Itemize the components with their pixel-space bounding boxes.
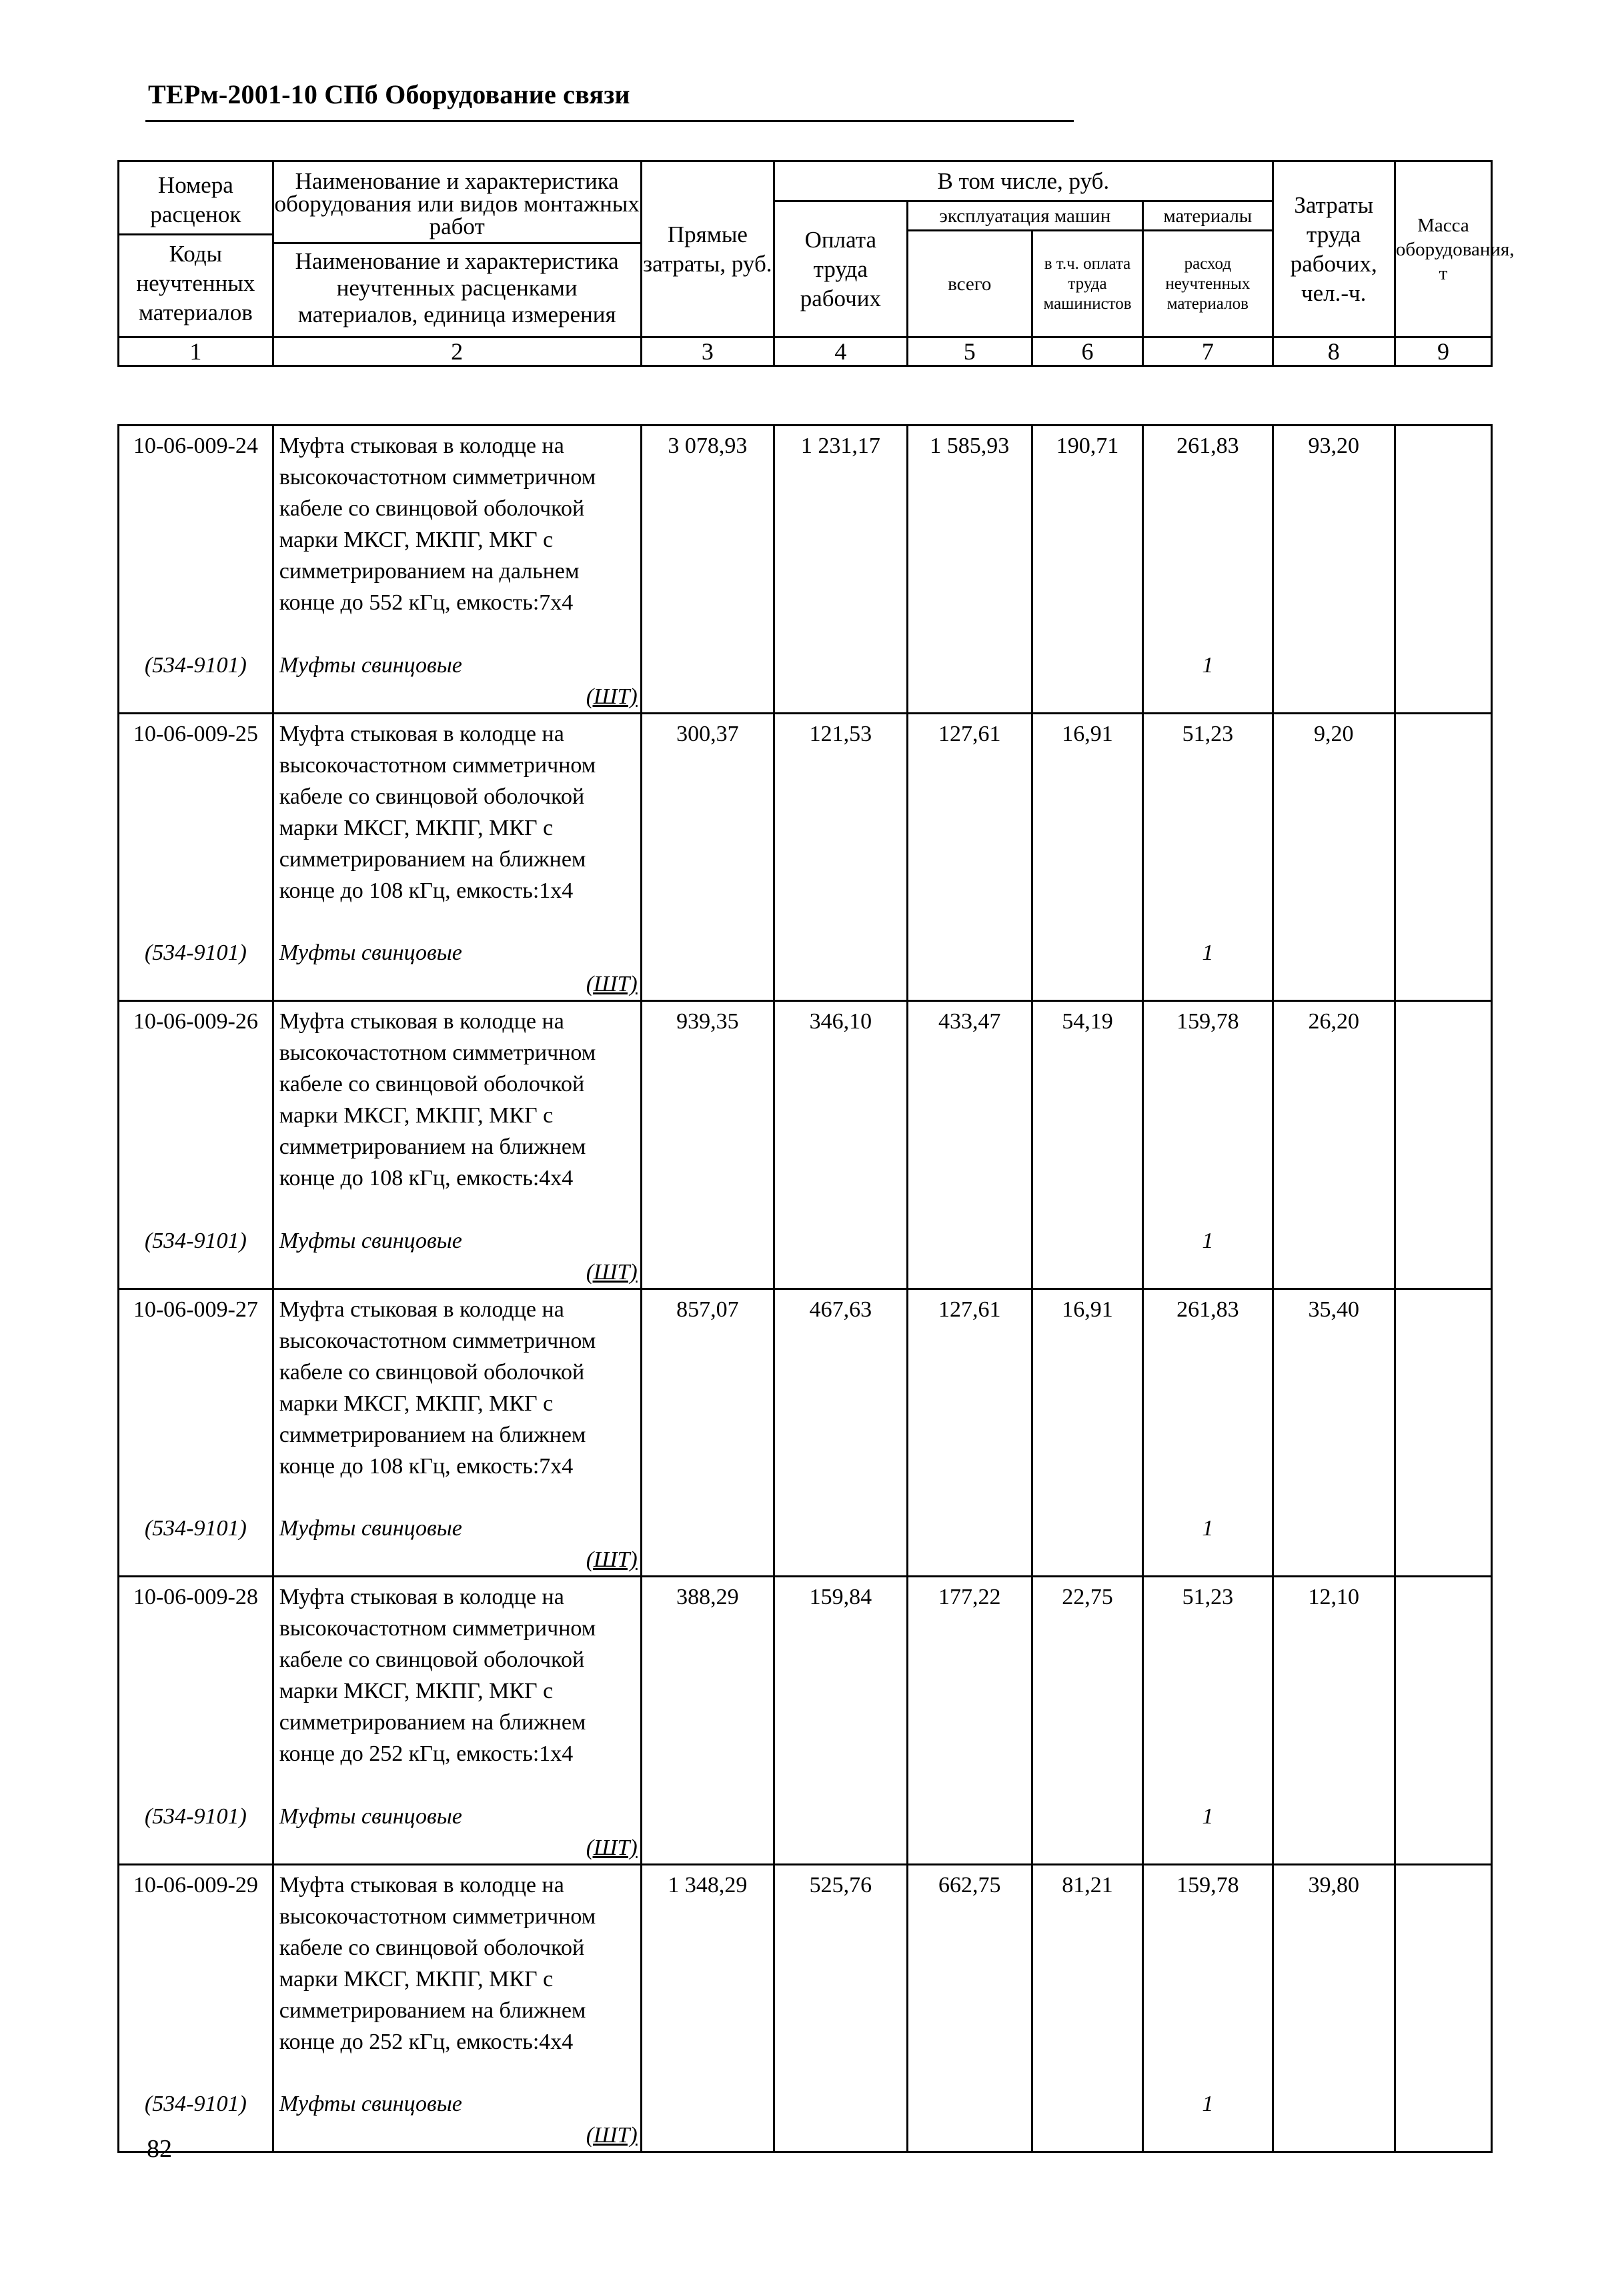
empty-cell bbox=[1032, 1777, 1142, 1865]
cell-direct-costs: 857,07 bbox=[641, 1289, 774, 1489]
empty-cell bbox=[1273, 913, 1395, 1001]
material-cell bbox=[273, 1201, 641, 1289]
header-rate-numbers: Номера расценок bbox=[119, 171, 272, 235]
cell-labor-pay: 1 231,17 bbox=[774, 426, 907, 626]
column-number: 3 bbox=[641, 337, 774, 366]
empty-cell bbox=[641, 913, 774, 1001]
empty-cell bbox=[1273, 626, 1395, 714]
cell-labor-hours: 39,80 bbox=[1273, 1864, 1395, 2064]
material-cell bbox=[273, 1489, 641, 1577]
material-row bbox=[119, 913, 1492, 1001]
empty-cell bbox=[641, 626, 774, 714]
rate-description: Муфта стыковая в колодце на высокочастотном симметричном кабеле со свинцовой оболочкой марки МКСГ, МКПГ, МКГ с симметрированием на ближнем конце до 252 кГц, емкость:4х4 bbox=[273, 1864, 641, 2064]
material-quantity: 1 bbox=[1143, 1777, 1273, 1865]
header-direct-costs: Прямые затраты, руб. bbox=[641, 161, 774, 337]
material-unit: (ШТ) bbox=[586, 684, 638, 709]
empty-cell bbox=[641, 1777, 774, 1865]
cell-direct-costs: 300,37 bbox=[641, 713, 774, 913]
cell-machinist-pay: 190,71 bbox=[1032, 426, 1142, 626]
empty-cell bbox=[641, 1201, 774, 1289]
cell-labor-hours: 26,20 bbox=[1273, 1001, 1395, 1201]
cell-mass bbox=[1395, 1001, 1491, 1201]
cell-mass bbox=[1395, 426, 1491, 626]
material-code: (534-9101) bbox=[119, 2064, 273, 2152]
empty-cell bbox=[1273, 1201, 1395, 1289]
empty-cell bbox=[774, 1201, 907, 1289]
material-name: Муфты свинцовые bbox=[279, 1228, 462, 1253]
header-labor-hours: Затраты труда рабочих, чел.-ч. bbox=[1273, 161, 1395, 337]
material-code: (534-9101) bbox=[119, 1489, 273, 1577]
empty-cell bbox=[1032, 913, 1142, 1001]
table-row bbox=[119, 1289, 1492, 1489]
cell-mass bbox=[1395, 1577, 1491, 1777]
header-labor-pay: Оплата труда рабочих bbox=[774, 201, 907, 337]
cell-labor-hours: 35,40 bbox=[1273, 1289, 1395, 1489]
column-number: 5 bbox=[907, 337, 1032, 366]
header-machines: эксплуатация машин bbox=[907, 201, 1143, 231]
rate-description: Муфта стыковая в колодце на высокочастотном симметричном кабеле со свинцовой оболочкой марки МКСГ, МКПГ, МКГ с симметрированием на ближнем конце до 108 кГц, емкость:7х4 bbox=[273, 1289, 641, 1489]
rates-table bbox=[117, 424, 1493, 2153]
empty-cell bbox=[774, 626, 907, 714]
cell-labor-pay: 467,63 bbox=[774, 1289, 907, 1489]
cell-machinist-pay: 54,19 bbox=[1032, 1001, 1142, 1201]
cell-machines-total: 127,61 bbox=[907, 713, 1032, 913]
empty-cell bbox=[1032, 1201, 1142, 1289]
material-quantity: 1 bbox=[1143, 913, 1273, 1001]
column-number: 7 bbox=[1143, 337, 1273, 366]
material-unit: (ШТ) bbox=[586, 1835, 638, 1860]
empty-cell bbox=[907, 913, 1032, 1001]
cell-labor-hours: 93,20 bbox=[1273, 426, 1395, 626]
header-machines-total: всего bbox=[907, 231, 1032, 337]
empty-cell bbox=[907, 1489, 1032, 1577]
column-number: 9 bbox=[1395, 337, 1491, 366]
rate-code: 10-06-009-25 bbox=[119, 713, 273, 913]
cell-direct-costs: 3 078,93 bbox=[641, 426, 774, 626]
empty-cell bbox=[774, 2064, 907, 2152]
material-unit: (ШТ) bbox=[586, 2123, 638, 2148]
rate-description: Муфта стыковая в колодце на высокочастотном симметричном кабеле со свинцовой оболочкой марки МКСГ, МКПГ, МКГ с симметрированием на ближнем конце до 108 кГц, емкость:1х4 bbox=[273, 713, 641, 913]
cell-machines-total: 662,75 bbox=[907, 1864, 1032, 2064]
material-name: Муфты свинцовые bbox=[279, 1516, 462, 1541]
empty-cell bbox=[1032, 2064, 1142, 2152]
header-work-name: Наименование и характеристика оборудования или видов монтажных работ bbox=[274, 170, 640, 244]
cell-labor-pay: 346,10 bbox=[774, 1001, 907, 1201]
material-quantity: 1 bbox=[1143, 1489, 1273, 1577]
header-cell-names bbox=[273, 161, 641, 337]
rate-code: 10-06-009-29 bbox=[119, 1864, 273, 2064]
cell-materials: 51,23 bbox=[1143, 713, 1273, 913]
header-machinist-pay: в т.ч. оплата труда машинистов bbox=[1032, 231, 1142, 337]
empty-cell bbox=[907, 1777, 1032, 1865]
material-code: (534-9101) bbox=[119, 1201, 273, 1289]
rate-description: Муфта стыковая в колодце на высокочастотном симметричном кабеле со свинцовой оболочкой марки МКСГ, МКПГ, МКГ с симметрированием на дальнем конце до 552 кГц, емкость:7х4 bbox=[273, 426, 641, 626]
rate-code: 10-06-009-28 bbox=[119, 1577, 273, 1777]
cell-direct-costs: 1 348,29 bbox=[641, 1864, 774, 2064]
empty-cell bbox=[774, 913, 907, 1001]
empty-cell bbox=[907, 2064, 1032, 2152]
material-row bbox=[119, 1489, 1492, 1577]
empty-cell bbox=[774, 1489, 907, 1577]
empty-cell bbox=[1395, 1489, 1491, 1577]
material-unit: (ШТ) bbox=[586, 1547, 638, 1572]
material-name: Муфты свинцовые bbox=[279, 940, 462, 965]
rate-code: 10-06-009-26 bbox=[119, 1001, 273, 1201]
cell-direct-costs: 939,35 bbox=[641, 1001, 774, 1201]
material-row bbox=[119, 1777, 1492, 1865]
material-name: Муфты свинцовые bbox=[279, 2092, 462, 2116]
rates-table-body bbox=[119, 426, 1492, 2152]
header-cell-codes bbox=[119, 161, 273, 337]
cell-machinist-pay: 16,91 bbox=[1032, 1289, 1142, 1489]
empty-cell bbox=[1032, 626, 1142, 714]
cell-machines-total: 1 585,93 bbox=[907, 426, 1032, 626]
empty-cell bbox=[1273, 1489, 1395, 1577]
empty-cell bbox=[1395, 2064, 1491, 2152]
rate-description: Муфта стыковая в колодце на высокочастотном симметричном кабеле со свинцовой оболочкой марки МКСГ, МКПГ, МКГ с симметрированием на ближнем конце до 108 кГц, емкость:4х4 bbox=[273, 1001, 641, 1201]
header-material-consumption: расход неучтенных материалов bbox=[1143, 231, 1273, 337]
empty-cell bbox=[1395, 1201, 1491, 1289]
cell-machines-total: 127,61 bbox=[907, 1289, 1032, 1489]
title-rule bbox=[145, 120, 1074, 122]
header-materials: материалы bbox=[1143, 201, 1273, 231]
cell-machinist-pay: 22,75 bbox=[1032, 1577, 1142, 1777]
cell-mass bbox=[1395, 1864, 1491, 2064]
header-material-name: Наименование и характеристика неучтенных расценками материалов, единица измерения bbox=[295, 248, 619, 327]
rate-code: 10-06-009-27 bbox=[119, 1289, 273, 1489]
material-cell bbox=[273, 2064, 641, 2152]
column-number: 8 bbox=[1273, 337, 1395, 366]
table-row bbox=[119, 713, 1492, 913]
table-row bbox=[119, 426, 1492, 626]
page-title: ТЕРм-2001-10 СПб Оборудование связи bbox=[148, 79, 630, 109]
rate-code: 10-06-009-24 bbox=[119, 426, 273, 626]
material-code: (534-9101) bbox=[119, 1777, 273, 1865]
cell-direct-costs: 388,29 bbox=[641, 1577, 774, 1777]
empty-cell bbox=[1395, 626, 1491, 714]
cell-machines-total: 177,22 bbox=[907, 1577, 1032, 1777]
material-cell bbox=[273, 913, 641, 1001]
column-number: 2 bbox=[273, 337, 641, 366]
column-number: 6 bbox=[1032, 337, 1142, 366]
cell-machinist-pay: 16,91 bbox=[1032, 713, 1142, 913]
material-name: Муфты свинцовые bbox=[279, 652, 462, 678]
material-code: (534-9101) bbox=[119, 626, 273, 714]
material-code: (534-9101) bbox=[119, 913, 273, 1001]
cell-materials: 261,83 bbox=[1143, 1289, 1273, 1489]
empty-cell bbox=[1395, 913, 1491, 1001]
table-row bbox=[119, 1001, 1492, 1201]
header-mass: Масса оборудования, т bbox=[1395, 161, 1491, 337]
header-including: В том числе, руб. bbox=[774, 161, 1273, 201]
cell-labor-pay: 121,53 bbox=[774, 713, 907, 913]
empty-cell bbox=[907, 626, 1032, 714]
material-quantity: 1 bbox=[1143, 2064, 1273, 2152]
empty-cell bbox=[907, 1201, 1032, 1289]
cell-mass bbox=[1395, 1289, 1491, 1489]
empty-cell bbox=[1273, 1777, 1395, 1865]
empty-cell bbox=[641, 2064, 774, 2152]
column-number: 1 bbox=[119, 337, 273, 366]
cell-materials: 159,78 bbox=[1143, 1001, 1273, 1201]
cell-labor-pay: 159,84 bbox=[774, 1577, 907, 1777]
cell-labor-pay: 525,76 bbox=[774, 1864, 907, 2064]
empty-cell bbox=[1273, 2064, 1395, 2152]
material-name: Муфты свинцовые bbox=[279, 1803, 462, 1829]
cell-materials: 51,23 bbox=[1143, 1577, 1273, 1777]
table-row bbox=[119, 1864, 1492, 2064]
page-number: 82 bbox=[147, 2135, 172, 2163]
empty-cell bbox=[1395, 1777, 1491, 1865]
cell-machines-total: 433,47 bbox=[907, 1001, 1032, 1201]
column-header-table bbox=[117, 160, 1515, 367]
material-row bbox=[119, 626, 1492, 714]
material-cell bbox=[273, 1777, 641, 1865]
column-number: 4 bbox=[774, 337, 907, 366]
material-cell bbox=[273, 626, 641, 714]
header-material-codes: Коды неучтенных материалов bbox=[136, 241, 255, 325]
cell-labor-hours: 12,10 bbox=[1273, 1577, 1395, 1777]
cell-mass bbox=[1395, 713, 1491, 913]
material-unit: (ШТ) bbox=[586, 1259, 638, 1285]
cell-machinist-pay: 81,21 bbox=[1032, 1864, 1142, 2064]
empty-cell bbox=[1032, 1489, 1142, 1577]
cell-materials: 261,83 bbox=[1143, 426, 1273, 626]
material-quantity: 1 bbox=[1143, 1201, 1273, 1289]
material-row bbox=[119, 1201, 1492, 1289]
material-unit: (ШТ) bbox=[586, 972, 638, 996]
material-row bbox=[119, 2064, 1492, 2152]
material-quantity: 1 bbox=[1143, 626, 1273, 714]
empty-cell bbox=[774, 1777, 907, 1865]
cell-labor-hours: 9,20 bbox=[1273, 713, 1395, 913]
empty-cell bbox=[641, 1489, 774, 1577]
rate-description: Муфта стыковая в колодце на высокочастотном симметричном кабеле со свинцовой оболочкой марки МКСГ, МКПГ, МКГ с симметрированием на ближнем конце до 252 кГц, емкость:1х4 bbox=[273, 1577, 641, 1777]
table-row bbox=[119, 1577, 1492, 1777]
cell-materials: 159,78 bbox=[1143, 1864, 1273, 2064]
